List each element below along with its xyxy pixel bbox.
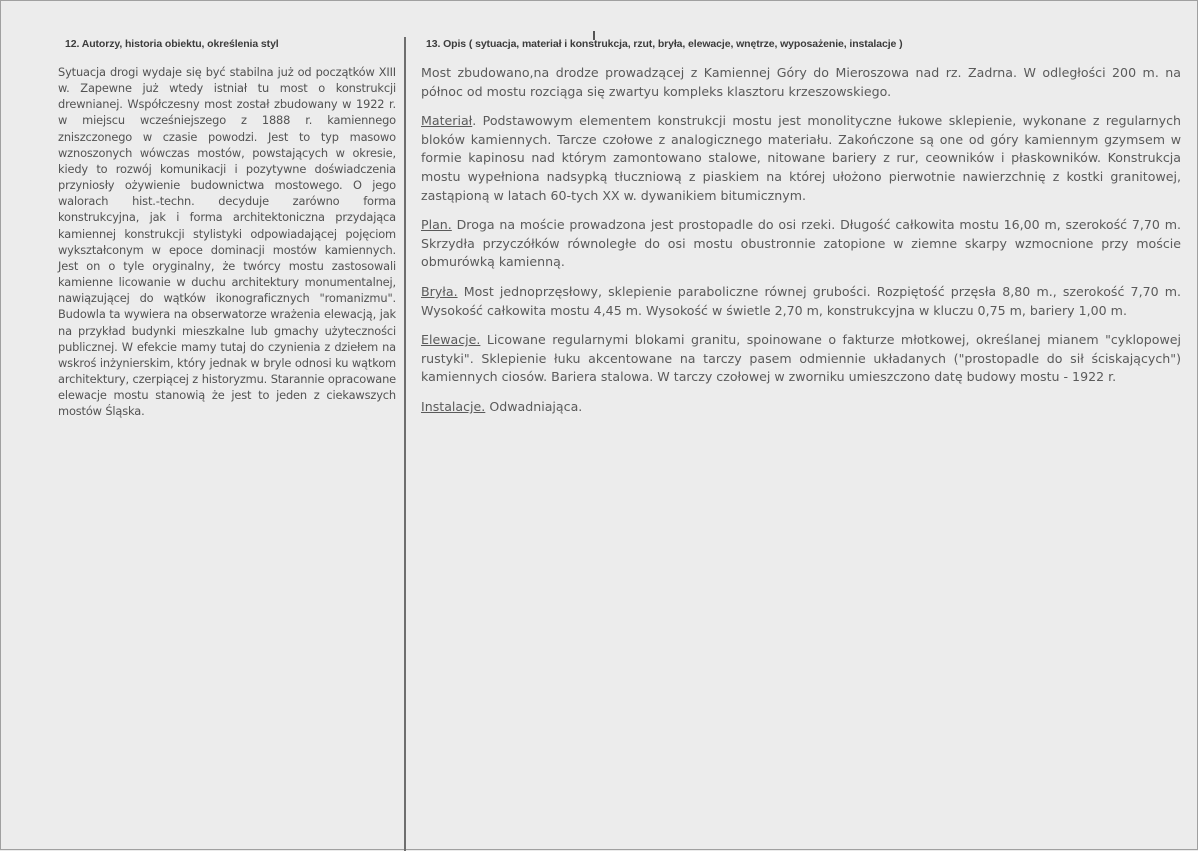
left-section-text: Sytuacja drogi wydaje się być stabilna już od początków XIII w. Zapewne już wtedy istniał tu most o konstrukcji drewnianej. Współczesny most został zbudowany w 1922 r. w miejscu wcześniejszego z 1888 r. kamiennego zniszczonego w czasie powodzi. Jest to typ masowo wznoszonych wówczas mostów, powstających w okresie, kiedy to rozwój komunikacji i pozytywne doświadczenia przyniosły ożywienie budownictwa mostowego. O jego walorach hist.-techn. decyduje zarówno forma konstrukcyjna, jak i forma architektoniczna przydająca kamiennej konstrukcji stylistyki odpowiadającej pojęciom wykształconym w epoce dominacji mostów kamiennych. Jest on o tyle oryginalny, że twórcy mostu zastosowali kamienne licowanie w duchu architektury monumentalnej, nawiązującej do wątków ikonograficznych "romanizmu". Budowla ta wywiera na obserwatorze wrażenia elewacją, jak na przykład budynki mieszkalne lub gmachy użyteczności publicznej. W efekcie mamy tutaj do czynienia z dziełem na wskroś inżynierskim, który jednak w bryle odnosi ku wątkom architektury, czerpiącej z historyzmu. Starannie opracowane elewacje mostu stanowią że jest to jeden z ciekawszych mostów Śląska. [58,65,396,419]
instalacje-label: Instalacje. [421,398,486,414]
bryla-paragraph [421,283,1181,320]
right-section [421,38,1181,428]
left-section-heading: 12. Autorzy, historia obiektu, określenia styl [65,38,279,50]
plan-text: Droga na moście prowadzona jest prostopadle do osi rzeki. Długość całkowita mostu 16,00 m, szerokość 7,70 m. Skrzydła przyczółków równoległe do osi mostu obustronnie zatopione w ziemne skarpy wzmocnione przy moście obmurówką kamienną. [421,217,1181,270]
plan-paragraph [421,216,1181,272]
material-text: . Podstawowym elementem konstrukcji mostu jest monolityczne łukowe sklepienie, wykonane z regularnych bloków kamiennych. Tarcze czołowe z analogicznego materiału. Zakończone są one od góry kamiennym gzymsem w formie kapinosu nad którym zamontowano stalowe, nitowane bariery z rur, ceowników i płaskowników. Konstrukcja mostu wypełniona nadsypką tłuczniową z piaskiem na której ułożono pierwotnie nawierzchnię z kostki granitowej, zastąpioną w latach 60-tych XX w. dywanikiem bitumicznym. [421,113,1181,203]
elewacje-paragraph [421,331,1181,387]
elewacje-text: Licowane regularnymi blokami granitu, spoinowane o fakturze młotkowej, określanej mianem "cyklopowej rustyki". Sklepienie łuku akcentowane na tarczy pasem odmiennie układanych ("prostopadle do sił ściskających") kamiennych ciosów. Bariera stalowa. W tarczy czołowej w zworniku umieszczono datę budowy mostu - 1922 r. [421,332,1181,385]
bryla-text: Most jednoprzęsłowy, sklepienie paraboliczne równej grubości. Rozpiętość przęsła 8,80 m., szerokość 7,70 m. Wysokość całkowita mostu 4,45 m. Wysokość w świetle 2,70 m, konstrukcyjna w kluczu 0,75 m, bariery 1,00 m. [421,283,1181,318]
intro-text: Most zbudowano,na drodze prowadzącej z Kamiennej Góry do Mieroszowa nad rz. Zadrna. W odległości 200 m. na północ od mostu rozciąga się zwartyu kompleks klasztoru krzeszowskiego. [421,65,1181,99]
plan-label: Plan. [421,217,452,233]
elewacje-label: Elewacje. [421,332,481,348]
right-section-heading: 13. Opis ( sytuacja, materiał i konstrukcja, rzut, bryła, elewacje, wnętrze, wyposażenie, instalacje ) [426,38,903,50]
column-divider [404,37,406,851]
material-label: Materiał [421,113,473,129]
bryla-label: Bryła. [421,283,458,299]
left-section [58,38,396,419]
instalacje-text: Odwadniająca. [485,398,583,414]
material-paragraph [421,112,1181,205]
intro-paragraph [421,64,1181,101]
instalacje-paragraph [421,398,1181,417]
